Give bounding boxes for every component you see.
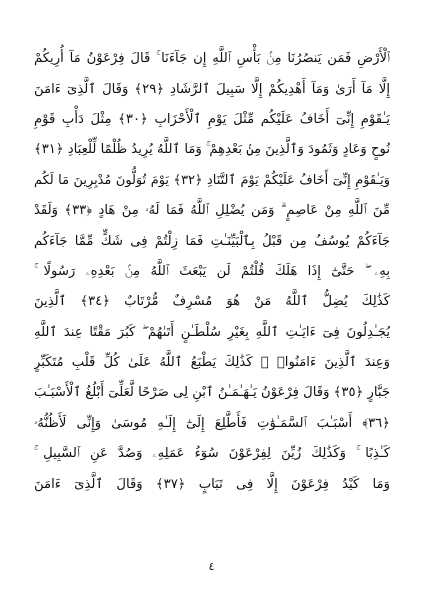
text-line bbox=[34, 105, 390, 135]
text-line bbox=[34, 226, 390, 256]
line-text: بِهِۦ ۖ حَتَّىٰٓ إِذَا هَلَكَ قُلْتُمْ لَن يَبْعَثَ ٱللَّهُ مِنۢ بَعْدِهِۦ رَسُولًا ۚ bbox=[34, 263, 390, 279]
text-line bbox=[34, 378, 390, 408]
text-line bbox=[34, 469, 390, 499]
line-text: وَيَـٰقَوْمِ إِنِّىٓ أَخَافُ عَلَيْكُمْ يَوْمَ ٱلتَّنَادِ ﴿٣٢﴾ يَوْمَ تُوَلُّونَ مُدْبِرِينَ مَا لَكُم bbox=[34, 172, 390, 188]
line-text: مِّنَ ٱللَّهِ مِنْ عَاصِمٍ ۗ وَمَن يُضْلِلِ ٱللَّهُ فَمَا لَهُۥ مِنْ هَادٍ ﴿٣٣﴾ وَلَقَدْ bbox=[34, 203, 390, 219]
text-line bbox=[34, 287, 390, 317]
line-text: يُجَـٰدِلُونَ فِىٓ ءَايَـٰتِ ٱللَّهِ بِغَيْرِ سُلْطَـٰنٍ أَتَىٰهُمْ ۖ كَبُرَ مَقْتًا عِندَ ٱللَّهِ bbox=[34, 324, 390, 340]
line-text: يَـٰقَوْمِ إِنِّىٓ أَخَافُ عَلَيْكُم مِّثْلَ يَوْمِ ٱلْأَحْزَابِ ﴿٣٠﴾ مِثْلَ دَأْبِ قَوْمِ bbox=[34, 111, 390, 127]
text-line bbox=[34, 348, 390, 378]
verse-text-block bbox=[34, 44, 390, 500]
line-text: كَذَٰلِكَ يُضِلُّ ٱللَّهُ مَنْ هُوَ مُسْرِفٌ مُّرْتَابٌ ﴿٣٤﴾ ٱلَّذِينَ bbox=[34, 294, 390, 310]
line-text: جَبَّارٍ ﴿٣٥﴾ وَقَالَ فِرْعَوْنُ يَـٰهَـٰمَـٰنُ ٱبْنِ لِى صَرْحًا لَّعَلِّىٓ أَبْلُغُ ٱلْأَسْبَـٰبَ bbox=[34, 385, 390, 401]
line-text: ٱلْأَرْضِ فَمَن يَنصُرُنَا مِنۢ بَأْسِ ٱللَّهِ إِن جَآءَنَا ۚ قَالَ فِرْعَوْنُ مَآ أُرِيكُمْ bbox=[34, 51, 390, 67]
line-text: نُوحٍ وَعَادٍ وَثَمُودَ وَٱلَّذِينَ مِنۢ بَعْدِهِمْ ۚ وَمَا ٱللَّهُ يُرِيدُ ظُلْمًا لِّلْعِبَادِ ﴿٣١﴾ bbox=[34, 142, 390, 158]
page-number: ٤ bbox=[208, 560, 215, 573]
line-text: ﴿٣٦﴾ أَسْبَـٰبَ ٱلسَّمَـٰوَٰتِ فَأَطَّلِعَ إِلَىٰٓ إِلَـٰهِ مُوسَىٰ وَإِنِّى لَأَظُنُّهُۥ bbox=[34, 415, 390, 431]
text-line bbox=[34, 439, 390, 469]
text-line bbox=[34, 409, 390, 439]
line-text: جَآءَكُمْ يُوسُفُ مِن قَبْلُ بِٱلْبَيِّنَـٰتِ فَمَا زِلْتُمْ فِى شَكٍّ مِّمَّا جَآءَكُم bbox=[34, 233, 390, 249]
line-text: كَـٰذِبًا ۚ وَكَذَٰلِكَ زُيِّنَ لِفِرْعَوْنَ سُوٓءُ عَمَلِهِۦ وَصُدَّ عَنِ ٱلسَّبِيلِ ۚ bbox=[34, 446, 390, 462]
text-line bbox=[34, 44, 390, 74]
line-text: وَعِندَ ٱلَّذِينَ ءَامَنُوا۟ ۚ كَذَٰلِكَ يَطْبَعُ ٱللَّهُ عَلَىٰ كُلِّ قَلْبِ مُتَكَبِّرٍ bbox=[34, 355, 390, 371]
text-line bbox=[34, 196, 390, 226]
text-line bbox=[34, 318, 390, 348]
line-text: إِلَّا مَآ أَرَىٰ وَمَآ أَهْدِيكُمْ إِلَّا سَبِيلَ ٱلرَّشَادِ ﴿٢٩﴾ وَقَالَ ٱلَّذِىٓ ءَامَنَ bbox=[34, 81, 390, 97]
line-text: وَمَا كَيْدُ فِرْعَوْنَ إِلَّا فِى تَبَابٍ ﴿٣٧﴾ وَقَالَ ٱلَّذِىٓ ءَامَنَ bbox=[34, 476, 390, 492]
text-line bbox=[34, 74, 390, 104]
text-line bbox=[34, 166, 390, 196]
text-line bbox=[34, 257, 390, 287]
text-line bbox=[34, 135, 390, 165]
